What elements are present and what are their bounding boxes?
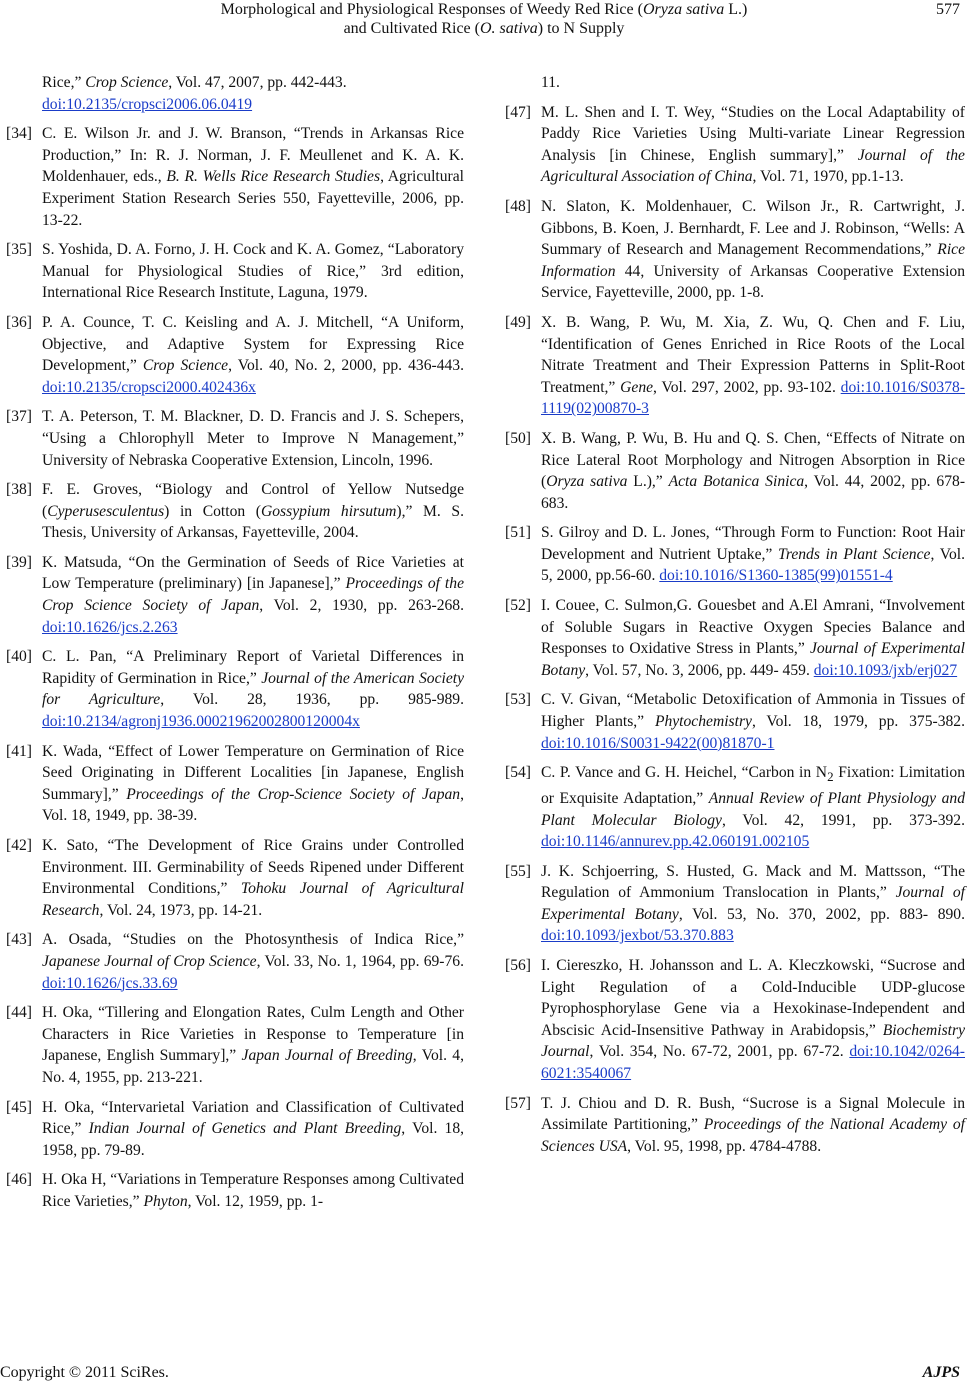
reference-number: [38] <box>6 481 32 499</box>
reference-number: [52] <box>505 597 531 615</box>
doi-link[interactable]: doi:10.1016/S0378-1119(02)00870-3 <box>541 378 965 418</box>
copyright-notice: Copyright © 2011 SciRes. <box>0 1364 169 1381</box>
reference-57: [57] T. J. Chiou and D. R. Bush, “Sucrose is a Signal Molecule in Assimilate Partitioning,” Proceedings of the National Academy of Sciences USA, Vol. 95, 1998, pp. 4784-4788. <box>505 1094 966 1155</box>
reference-56: [56] I. Ciereszko, H. Johansson and L. A. Kleczkowski, “Sucrose and Light Regulation of a Cold-Inducible UDP-glucose Pyrophosphorylase Gene via a Hexokinase-Independent and Abscisic Acid-Insensitive Pathway in Arabidopsis,” Biochemistry Journal, Vol. 354, No. 67-72, 2001, pp. 67-72. doi:10.1042/0264-6021:3540067 <box>505 957 965 1083</box>
reference-number: [54] <box>505 764 531 782</box>
header-title-line1: Morphological and Physiological Responses of Weedy Red Rice (Oryza sativa L.) <box>220 1 748 18</box>
reference-37: [37] T. A. Peterson, T. M. Blackner, D. D. Francis and J. S. Schepers, “Using a Chlorophyll Meter to Improve N Management,” University of Nebraska Cooperative Extension, Lincoln, 1996. <box>6 408 464 469</box>
doi-link[interactable]: doi:10.1146/annurev.pp.42.060191.002105 <box>541 833 810 851</box>
reference-number: [46] <box>6 1171 32 1189</box>
reference-54: [54] C. P. Vance and G. H. Heichel, “Carbon in $N_2$ Fixation: Limitation or Exquisite Adaptation,” Annual Review of Plant Physiology and Plant Molecular Biology, Vol. 42, 1991, pp. 373-392. doi:10.1146/annurev.pp.42.060191.002105 <box>505 764 965 851</box>
reference-number: [35] <box>6 241 32 259</box>
reference-number: [53] <box>505 691 531 709</box>
reference-43: [43] A. Osada, “Studies on the Photosynthesis of Indica Rice,” Japanese Journal of Crop Science, Vol. 33, No. 1, 1964, pp. 69-76. doi:10.1626/jcs.33.69 <box>6 931 464 992</box>
reference-40: [40] C. L. Pan, “A Preliminary Report of Varietal Differences in Rapidity of Germination in Rice,” Journal of the American Society for Agriculture, Vol. 28, 1936, pp. 985-989. doi:10.2134/agronj1936.00021962002800120004x <box>6 648 465 731</box>
reference-34: [34] C. E. Wilson Jr. and J. W. Branson, “Trends in Arkansas Rice Production,” In: R. J. Norman, J. F. Meullenet and K. A. K. Moldenhauer, eds., B. R. Wells Rice Research Studies, Agricultural Experiment Station Research Series 550, Fayetteville, 2006, pp. 13-22. <box>6 125 464 229</box>
header-title-line2: and Cultivated Rice (O. sativa) to N Supply <box>343 20 625 37</box>
page-footer <box>0 1363 968 1385</box>
reference-number: [50] <box>505 429 531 447</box>
reference-51: [51] S. Gilroy and D. L. Jones, “Through Form to Function: Root Hair Development and Nutrient Uptake,” Trends in Plant Science, Vol. 5, 2000, pp.56-60. doi:10.1016/S1360-1385(99)01551-4 <box>505 524 966 585</box>
reference-number: [47] <box>505 103 531 121</box>
reference-number: [57] <box>505 1094 531 1112</box>
reference-35: [35] S. Yoshida, D. A. Forno, J. H. Cock and K. A. Gomez, “Laboratory Manual for Physiological Studies of Rice,” 3rd edition, International Rice Research Institute, Laguna, 1979. <box>6 241 464 302</box>
reference-number: [55] <box>505 862 531 880</box>
reference-39: [39] K. Matsuda, “On the Germination of Seeds of Rice Varieties at Low Temperature (preliminary) [in Japanese],” Proceedings of the Crop Science Society of Japan, Vol. 2, 1930, pp. 263-268. doi:10.1626/jcs.2.263 <box>6 553 464 636</box>
reference-number: [40] <box>6 648 32 666</box>
doi-link[interactable]: doi:10.1042/0264-6021:3540067 <box>541 1043 965 1083</box>
page-number: 577 <box>936 1 960 18</box>
reference-number: [36] <box>6 313 32 331</box>
reference-53: [53] C. V. Givan, “Metabolic Detoxification of Ammonia in Tissues of Higher Plants,” Phytochemistry, Vol. 18, 1979, pp. 375-382. doi:10.1016/S0031-9422(00)81870-1 <box>505 691 965 752</box>
reference-55: [55] J. K. Schjoerring, S. Husted, G. Mack and M. Mattsson, “The Regulation of Ammonium Translocation in Plants,” Journal of Experimental Botany, Vol. 53, No. 370, 2002, pp. 883- 890. doi:10.1093/jexbot/53.370.883 <box>505 862 966 945</box>
reference-number: [48] <box>505 197 531 215</box>
reference-36: [36] P. A. Counce, T. C. Keisling and A. J. Mitchell, “A Uniform, Objective, and Adaptive System for Expressing Rice Development,” Crop Science, Vol. 40, No. 2, 2000, pp. 436-443. doi:10.2135/cropsci2000.402436x <box>6 313 464 396</box>
reference-number: [39] <box>6 553 32 571</box>
reference-46: [46] H. Oka H, “Variations in Temperature Responses among Cultivated Rice Varieties,” Phyton, Vol. 12, 1959, pp. 1- <box>6 1171 464 1210</box>
doi-link[interactable]: doi:10.2134/agronj1936.00021962002800120004x <box>42 713 360 731</box>
reference-48: [48] N. Slaton, K. Moldenhauer, C. Wilson Jr., R. Cartwright, J. Gibbons, B. Koen, J. Bernhardt, F. Lee and J. Robinson, “Wells: A Summary of Research and Management Recommendations,” Rice Information 44, University of Arkansas Cooperative Extension Service, Fayetteville, 2000, pp. 1-8. <box>505 197 965 302</box>
reference-52: [52] I. Couee, C. Sulmon,G. Gouesbet and A.El Amrani, “Involvement of Soluble Sugars in Reactive Oxygen Species Balance and Responses to Oxidative Stress in Plants,” Journal of Experimental Botany, Vol. 57, No. 3, 2006, pp. 449- 459. doi:10.1093/jxb/erj027 <box>505 597 965 679</box>
doi-link[interactable]: doi:10.2135/cropsci2000.402436x <box>42 378 256 396</box>
reference-number: [44] <box>6 1004 32 1022</box>
reference-50: [50] X. B. Wang, P. Wu, B. Hu and Q. S. Chen, “Effects of Nitrate on Rice Lateral Root Morphology and Nitrogen Absorption in Rice (Oryza sativa L.),” Acta Botanica Sinica, Vol. 44, 2002, pp. 678-683. <box>505 429 966 512</box>
reference-41: [41] K. Wada, “Effect of Lower Temperature on Germination of Rice Seed Originating in Different Localities [in Japanese, English Summary],” Proceedings of the Crop-Science Society of Japan, Vol. 18, 1949, pp. 38-39. <box>6 742 464 825</box>
doi-link[interactable]: doi:10.1626/jcs.2.263 <box>42 618 178 636</box>
reference-number: [43] <box>6 931 32 949</box>
reference-49: [49] X. B. Wang, P. Wu, M. Xia, Z. Wu, Q. Chen and F. Liu, “Identification of Genes Enriched in Rice Roots of the Local Nitrate Treatment and Their Expression Patterns in Split-Root Treatment,” Gene, Vol. 297, 2002, pp. 93-102. doi:10.1016/S0378-1119(02)00870-3 <box>505 313 965 418</box>
reference-number: [45] <box>6 1098 32 1116</box>
running-header <box>0 0 968 42</box>
reference-continuation: 11. <box>541 74 560 91</box>
reference-44: [44] H. Oka, “Tillering and Elongation Rates, Culm Length and Other Characters in Rice Varieties in Response to Temperature [in Japanese, English Summary],” Japan Journal of Breeding, Vol. 4, No. 4, 1955, pp. 213-221. <box>6 1004 465 1086</box>
doi-link[interactable]: doi:10.1016/S1360-1385(99)01551-4 <box>659 567 893 585</box>
doi-link[interactable]: doi:10.1016/S0031-9422(00)81870-1 <box>541 734 775 752</box>
reference-38: [38] F. E. Groves, “Biology and Control of Yellow Nutsedge (Cyperusesculentus) in Cotton (Gossypium hirsutum),” M. S. Thesis, University of Arkansas, Fayetteville, 2004. <box>6 481 464 542</box>
reference-number: [42] <box>6 837 32 854</box>
reference-number: [51] <box>505 524 531 542</box>
doi-link[interactable]: doi:10.1093/jxb/erj027 <box>813 661 958 679</box>
reference-45: [45] H. Oka, “Intervarietal Variation and Classification of Cultivated Rice,” Indian Journal of Genetics and Plant Breeding, Vol. 18, 1958, pp. 79-89. <box>6 1098 465 1159</box>
reference-number: [37] <box>6 408 32 426</box>
reference-number: [34] <box>6 125 32 143</box>
references-right-column <box>505 72 965 1165</box>
doi-link[interactable]: doi:10.1626/jcs.33.69 <box>42 974 178 992</box>
reference-42: [42] K. Sato, “The Development of Rice Grains under Controlled Environment. III. Germinability of Seeds Ripened under Different Environmental Conditions,” Tohoku Journal of Agricultural Research, Vol. 24, 1973, pp. 14-21. <box>6 837 464 919</box>
reference-continuation: Rice,” Crop Science, Vol. 47, 2007, pp. 442-443. doi:10.2135/cropsci2006.06.0419 <box>42 74 347 113</box>
doi-link[interactable]: doi:10.1093/jexbot/53.370.883 <box>541 927 734 945</box>
reference-47: [47] M. L. Shen and I. T. Wey, “Studies on the Local Adaptability of Paddy Rice Varieties Using Multi-variate Linear Regression Analysis [in Chinese, English summary],” Journal of the Agricultural Association of China, Vol. 71, 1970, pp.1-13. <box>505 103 965 186</box>
journal-abbreviation: AJPS <box>922 1364 960 1381</box>
reference-number: [41] <box>6 742 32 760</box>
references-left-column <box>6 72 464 1221</box>
reference-number: [49] <box>505 313 531 331</box>
doi-link[interactable]: doi:10.2135/cropsci2006.06.0419 <box>42 95 253 113</box>
reference-number: [56] <box>505 957 531 975</box>
